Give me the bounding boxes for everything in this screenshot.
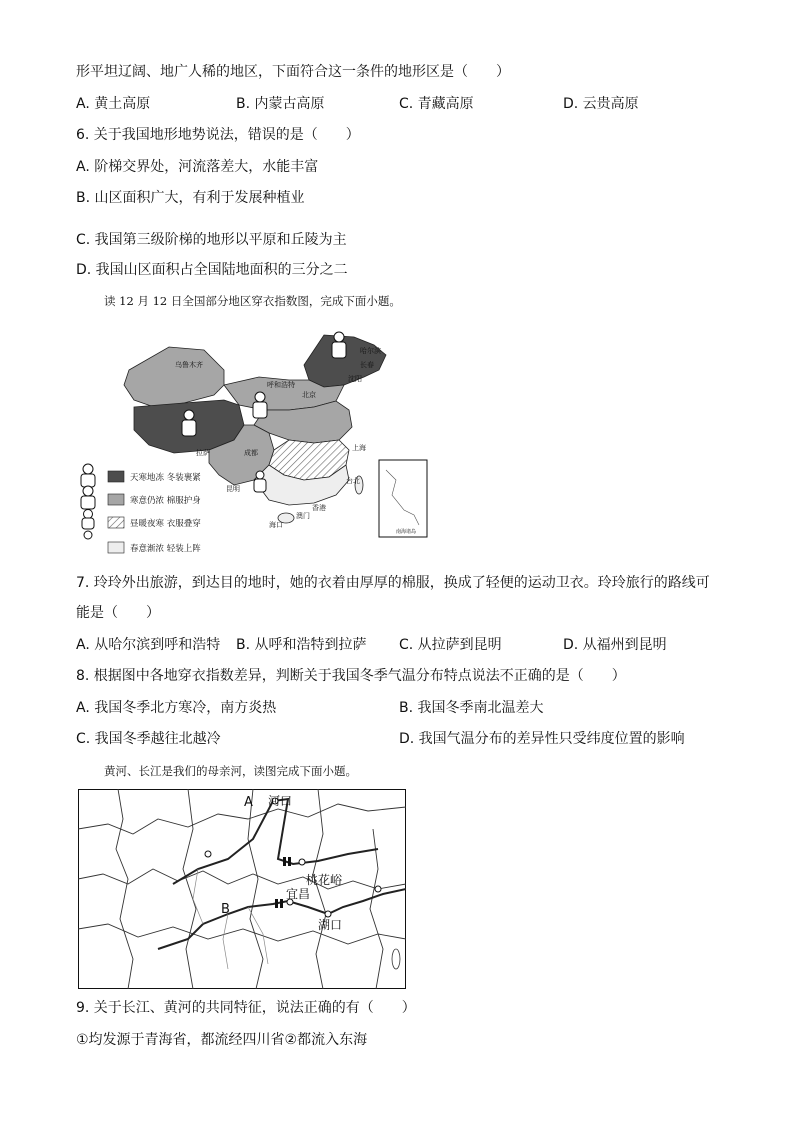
legend-swatch-3 (108, 517, 124, 528)
q7-option-c: C. 从拉萨到昆明 (399, 637, 502, 653)
label-a: A (244, 795, 253, 810)
city-label: 哈尔滨 (360, 347, 381, 355)
label-taohuayu: 桃花峪 (306, 873, 343, 887)
q8-option-b: B. 我国冬季南北温差大 (399, 700, 544, 716)
q6-option-c: C. 我国第三级阶梯的地形以平原和丘陵为主 (76, 232, 347, 248)
q5-option-b: B. 内蒙古高原 (236, 96, 325, 112)
q6-option-b: B. 山区面积广大，有利于发展种植业 (76, 190, 305, 206)
legend-swatch-2 (108, 494, 124, 505)
city-label: 乌鲁木齐 (175, 361, 203, 369)
legend-label-1: 天寒地冻 冬装裹紧 (130, 473, 201, 483)
city-label: 拉萨 (196, 449, 210, 457)
station-taohuayu (299, 859, 305, 865)
legend-label-2: 寒意仍浓 棉服护身 (130, 496, 201, 506)
city-label: 澳门 (296, 512, 310, 520)
city-label: 香港 (312, 504, 326, 512)
legend-icon-4 (84, 531, 92, 539)
city-label: 呼和浩特 (267, 381, 295, 389)
legend-row-4 (74, 540, 274, 558)
city-label: 成都 (244, 449, 258, 457)
map2-intro: 黄河、长江是我们的母亲河，读图完成下面小题。 (104, 764, 357, 778)
q7-option-d: D. 从福州到昆明 (563, 637, 667, 653)
legend-icon-1 (81, 464, 95, 487)
south-sea-inset (379, 460, 427, 537)
q6-stem: 6. 关于我国地形地势说法，错误的是（ ） (76, 127, 360, 143)
label-hekou: 河口 (268, 794, 293, 808)
rivers-map-svg (78, 789, 406, 989)
label-b: B (221, 902, 230, 917)
q7-option-a: A. 从哈尔滨到呼和浩特 (76, 637, 221, 653)
coat-icon-south (254, 471, 266, 492)
legend-icon-2 (81, 486, 95, 509)
inset-label: 南海诸岛 (396, 529, 417, 535)
q6-option-d: D. 我国山区面积占全国陆地面积的三分之二 (76, 262, 348, 278)
legend-swatch-4 (108, 542, 124, 553)
q7-stem-line1: 7. 玲玲外出旅游，到达目的地时，她的衣着由厚厚的棉服，换成了轻便的运动卫衣。玲玲旅行的路线可 (76, 575, 710, 591)
coat-icon-northeast (332, 332, 346, 358)
q8-option-a: A. 我国冬季北方寒冷，南方炎热 (76, 700, 277, 716)
city-label: 海口 (269, 521, 283, 529)
city-label: 长春 (360, 361, 374, 369)
city-label: 台北 (346, 477, 360, 485)
region-xinjiang (124, 347, 224, 407)
q9-stem: 9. 关于长江、黄河的共同特征，说法正确的有（ ） (76, 1000, 416, 1016)
legend-swatch-1 (108, 471, 124, 482)
q7-option-b: B. 从呼和浩特到拉萨 (236, 637, 367, 653)
q8-option-c: C. 我国冬季越往北越冷 (76, 731, 221, 747)
legend-label-4: 春意渐浓 轻装上阵 (130, 544, 201, 554)
station-hukou (325, 911, 331, 917)
city-label: 北京 (302, 391, 316, 399)
map1-intro: 读 12 月 12 日全国部分地区穿衣指数图，完成下面小题。 (104, 294, 401, 308)
q5-option-a: A. 黄土高原 (76, 96, 151, 112)
legend-icon-3 (82, 510, 94, 530)
q8-stem: 8. 根据图中各地穿衣指数差异，判断关于我国冬季气温分布特点说法不正确的是（ ） (76, 668, 626, 684)
legend (81, 464, 201, 539)
q6-option-a: A. 阶梯交界处，河流落差大，水能丰富 (76, 159, 319, 175)
coat-icon-north (253, 392, 267, 418)
legend-label-3: 昼暖夜寒 衣服叠穿 (130, 519, 201, 529)
q8-option-d: D. 我国气温分布的差异性只受纬度位置的影响 (399, 731, 685, 747)
city-label: 昆明 (226, 485, 240, 493)
q5-option-d: D. 云贵高原 (563, 96, 639, 112)
clothing-index-map (74, 315, 430, 540)
label-hukou: 湖口 (318, 918, 343, 932)
coat-icon-tibet (182, 410, 196, 436)
city-label: 上海 (352, 444, 366, 452)
clothing-index-map-svg (74, 315, 430, 540)
city-label: 沈阳 (348, 375, 362, 383)
q5-option-c: C. 青藏高原 (399, 96, 474, 112)
q9-line2: ①均发源于青海省，都流经四川省②都流入东海 (76, 1032, 368, 1048)
q7-stem-line2: 能是（ ） (76, 605, 160, 621)
rivers-map (78, 789, 406, 989)
q5-stem-tail: 形平坦辽阔、地广人稀的地区，下面符合这一条件的地形区是（ ） (76, 64, 510, 80)
label-yichang: 宜昌 (286, 887, 311, 901)
